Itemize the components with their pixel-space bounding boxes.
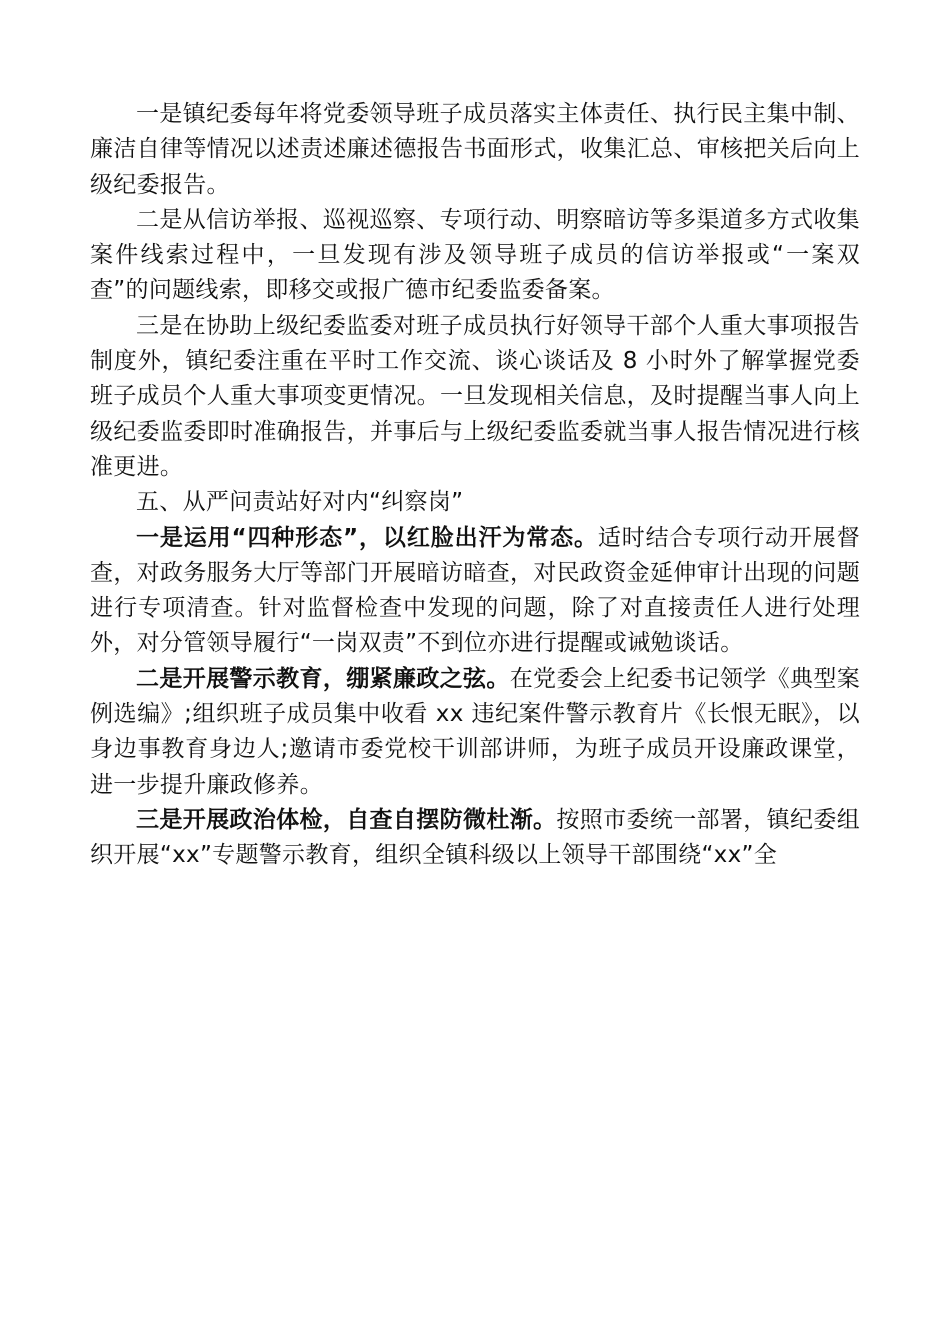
paragraph-text: 三是在协助上级纪委监委对班子成员执行好领导干部个人重大事项报告制度外，镇纪委注重在平时工作交流、谈心谈话及 8 小时外了解掌握党委班子成员个人重大事项变更情况。一旦发现相关信息，及时提醒当事人向上级纪委监委即时准确报告，并事后与上级纪委监委就当事人报告情况进行核准更进。 [90,312,860,480]
paragraph-text: 适时结合专项行动开展督查，对政务服务大厅等部门开展暗访暗查，对民政资金延伸审计出现的问题进行专项清查。针对监督检查中发现的问题，除了对直接责任人进行处理外，对分管领导履行“一岗双责”不到位亦进行提醒或诫勉谈话。 [90,524,860,657]
paragraph-political-checkup [90,803,860,874]
paragraph-text: 按照市委统一部署，镇纪委组织开展“xx”专题警示教育，组织全镇科级以上领导干部围绕“xx”全 [90,806,860,869]
paragraph-lead-bold: 二是开展警示教育，绷紧廉政之弦。 [136,665,510,692]
paragraph-text: 一是镇纪委每年将党委领导班子成员落实主体责任、执行民主集中制、廉洁自律等情况以述责述廉述德报告书面形式，收集汇总、审核把关后向上级纪委报告。 [90,101,860,198]
paragraph-lead-bold: 一是运用“四种形态”，以红脸出汗为常态。 [136,524,598,551]
paragraph-text: 在党委会上纪委书记领学《典型案例选编》;组织班子成员集中收看 xx 违纪案件警示教育片《长恨无眠》，以身边事教育身边人;邀请市委党校干训部讲师，为班子成员开设廉政课堂，进一步提升廉政修养。 [90,665,860,798]
paragraph-warning-education [90,662,860,803]
paragraph-clue-transfer [90,203,860,309]
section-heading-accountability [90,485,860,520]
paragraph-four-forms [90,521,860,662]
paragraph-text: 二是从信访举报、巡视巡察、专项行动、明察暗访等多渠道多方式收集案件线索过程中，一旦发现有涉及领导班子成员的信访举报或“一案双查”的问题线索，即移交或报广德市纪委监委备案。 [90,206,860,304]
document-body [90,97,860,874]
paragraph-report-to-superior [90,97,860,203]
section-heading-text: 五、从严问责站好对内“纠察岗” [136,489,464,516]
paragraph-lead-bold: 三是开展政治体检，自查自摆防微杜渐。 [136,806,557,833]
paragraph-major-matters-report [90,309,860,485]
